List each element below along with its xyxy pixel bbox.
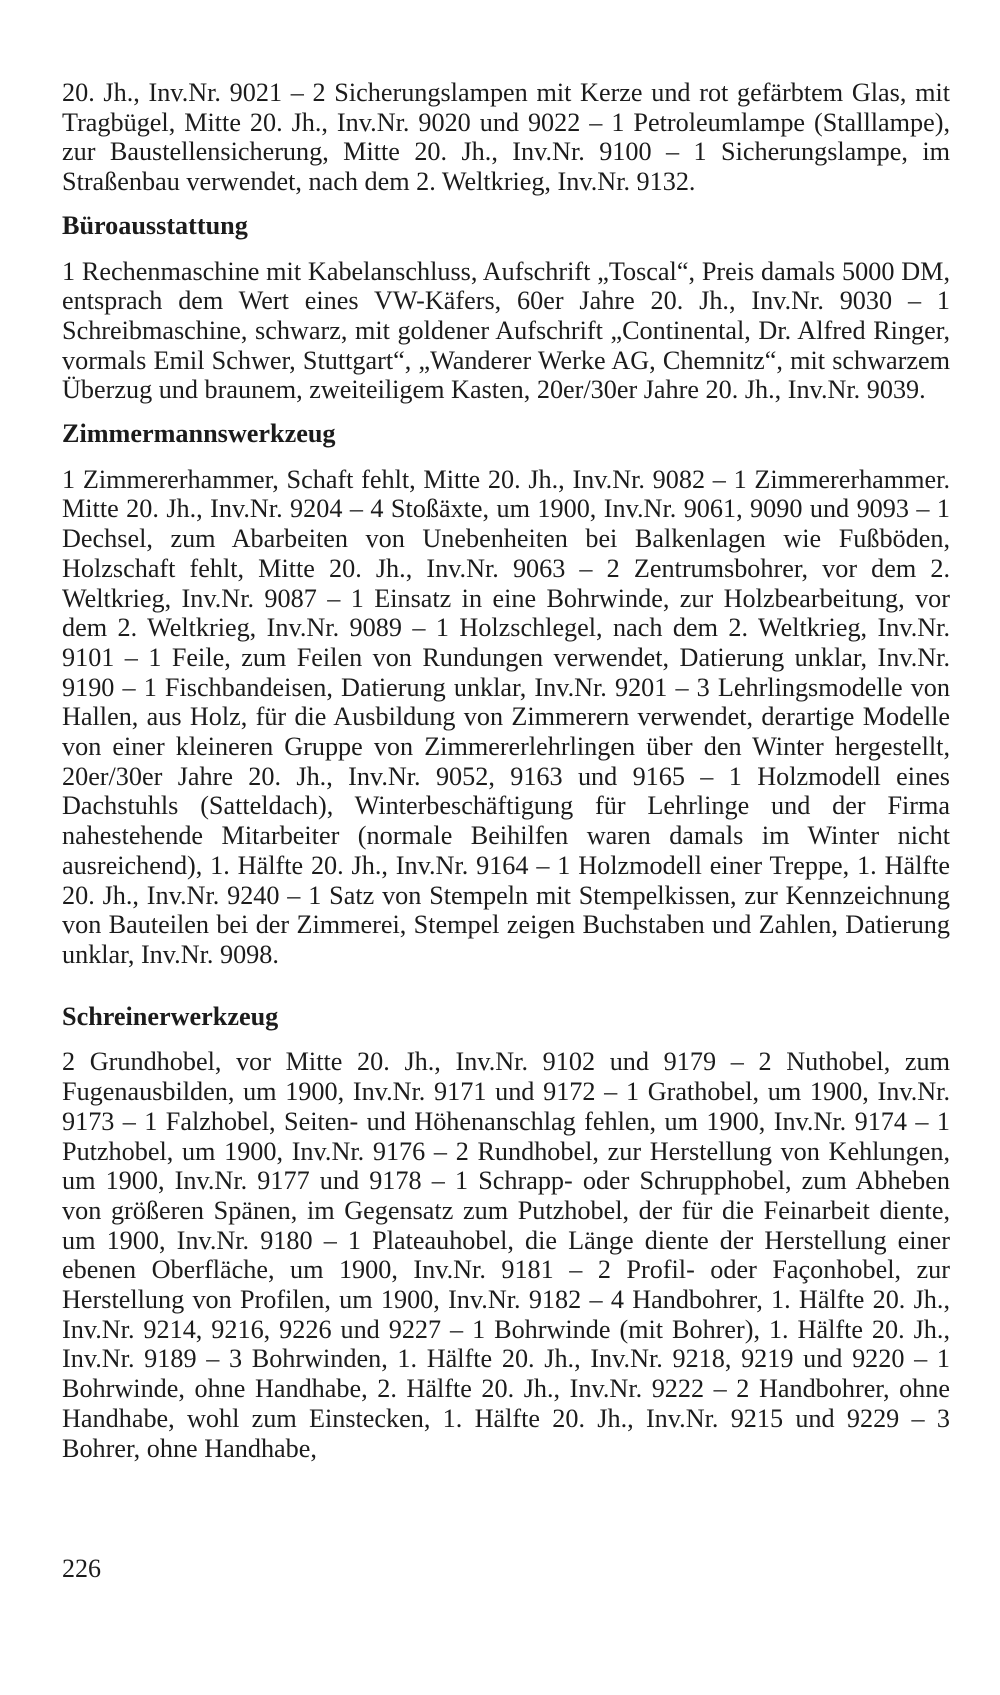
spacer (62, 197, 950, 211)
body-paragraph-bueroausstattung: 1 Rechenmaschine mit Kabelanschluss, Aufschrift „Toscal“, Preis damals 5000 DM, entsprach dem Wert eines VW-Käfers, 60er Jahre 20. Jh., Inv.Nr. 9030 – 1 Schreibmaschine, schwarz, mit goldener Aufschrift „Continental, Dr. Alfred Ringer, vormals Emil Schwer, Stuttgart“, „Wanderer Werke AG, Chemnitz“, mit schwarzem Überzug und braunem, zweiteiligem Kasten, 20er/30er Jahre 20. Jh., Inv.Nr. 9039. (62, 256, 950, 405)
body-paragraph-zimmermannswerkzeug: 1 Zimmererhammer, Schaft fehlt, Mitte 20. Jh., Inv.Nr. 9082 – 1 Zimmererhammer. Mitte 20. Jh., Inv.Nr. 9204 – 4 Stoßäxte, um 1900, Inv.Nr. 9061, 9090 und 9093 – 1 Dechsel, zum Abarbeiten von Unebenheiten bei Balkenlagen wie Fußböden, Holzschaft fehlt, Mitte 20. Jh., Inv.Nr. 9063 – 2 Zentrumsbohrer, vor dem 2. Weltkrieg, Inv.Nr. 9087 – 1 Einsatz in eine Bohrwinde, zur Holzbearbeitung, vor dem 2. Weltkrieg, Inv.Nr. 9089 – 1 Holzschlegel, nach dem 2. Weltkrieg, Inv.Nr. 9101 – 1 Feile, zum Feilen von Rundungen verwendet, Datierung unklar, Inv.Nr. 9190 – 1 Fischbandeisen, Datierung unklar, Inv.Nr. 9201 – 3 Lehrlingsmodelle von Hallen, aus Holz, für die Ausbildung von Zimmerern verwendet, derartige Modelle von einer kleineren Gruppe von Zimmererlehrlingen über den Winter hergestellt, 20er/30er Jahre 20. Jh., Inv.Nr. 9052, 9163 und 9165 – 1 Holzmodell eines Dachstuhls (Satteldach), Winterbeschäftigung für Lehrlinge und der Firma nahestehende Mitarbeiter (normale Beihilfen waren damals im Winter nicht ausreichend), 1. Hälfte 20. Jh., Inv.Nr. 9164 – 1 Holzmodell einer Treppe, 1. Hälfte 20. Jh., Inv.Nr. 9240 – 1 Satz von Stempeln mit Stempelkissen, zur Kennzeichnung von Bauteilen bei der Zimmerei, Stempel zeigen Buchstaben und Zahlen, Datierung unklar, Inv.Nr. 9098. (62, 464, 950, 969)
body-paragraph-lamps: 20. Jh., Inv.Nr. 9021 – 2 Sicherungslampen mit Kerze und rot gefärbtem Glas, mit Tragbügel, Mitte 20. Jh., Inv.Nr. 9020 und 9022 – 1 Petroleumlampe (Stalllampe), zur Baustellensicherung, Mitte 20. Jh., Inv.Nr. 9100 – 1 Sicherungslampe, im Straßenbau verwendet, nach dem 2. Weltkrieg, Inv.Nr. 9132. (62, 78, 950, 197)
spacer (62, 241, 950, 257)
spacer (62, 1031, 950, 1047)
body-paragraph-schreinerwerkzeug: 2 Grundhobel, vor Mitte 20. Jh., Inv.Nr. 9102 und 9179 – 2 Nuthobel, zum Fugenausbilden, um 1900, Inv.Nr. 9171 und 9172 – 1 Grathobel, um 1900, Inv.Nr. 9173 – 1 Falzhobel, Seiten- und Höhenanschlag fehlen, um 1900, Inv.Nr. 9174 – 1 Putzhobel, um 1900, Inv.Nr. 9176 – 2 Rundhobel, zur Herstellung von Kehlungen, um 1900, Inv.Nr. 9177 und 9178 – 1 Schrapp- oder Schrupphobel, zum Abheben von größeren Spänen, im Gegensatz zum Putzhobel, der für die Feinarbeit diente, um 1900, Inv.Nr. 9180 – 1 Plateauhobel, die Länge diente der Herstellung einer ebenen Oberfläche, um 1900, Inv.Nr. 9181 – 2 Profil- oder Façonhobel, zur Herstellung von Profilen, um 1900, Inv.Nr. 9182 – 4 Handbohrer, 1. Hälfte 20. Jh., Inv.Nr. 9214, 9216, 9226 und 9227 – 1 Bohrwinde (mit Bohrer), 1. Hälfte 20. Jh., Inv.Nr. 9189 – 3 Bohrwinden, 1. Hälfte 20. Jh., Inv.Nr. 9218, 9219 und 9220 – 1 Bohrwinde, ohne Handhabe, 2. Hälfte 20. Jh., Inv.Nr. 9222 – 2 Handbohrer, ohne Handhabe, wohl zum Einstecken, 1. Hälfte 20. Jh., Inv.Nr. 9215 und 9229 – 3 Bohrer, ohne Handhabe, (62, 1047, 950, 1463)
spacer (62, 449, 950, 465)
section-heading-bueroausstattung: Büroausstattung (62, 210, 248, 240)
page-body (62, 78, 950, 1463)
section-heading-zimmermannswerkzeug: Zimmermannswerkzeug (62, 419, 336, 449)
spacer (62, 405, 950, 419)
spacer (62, 970, 950, 1002)
section-heading-schreinerwerkzeug: Schreinerwerkzeug (62, 1001, 279, 1031)
page-number: 226 (62, 1554, 101, 1583)
